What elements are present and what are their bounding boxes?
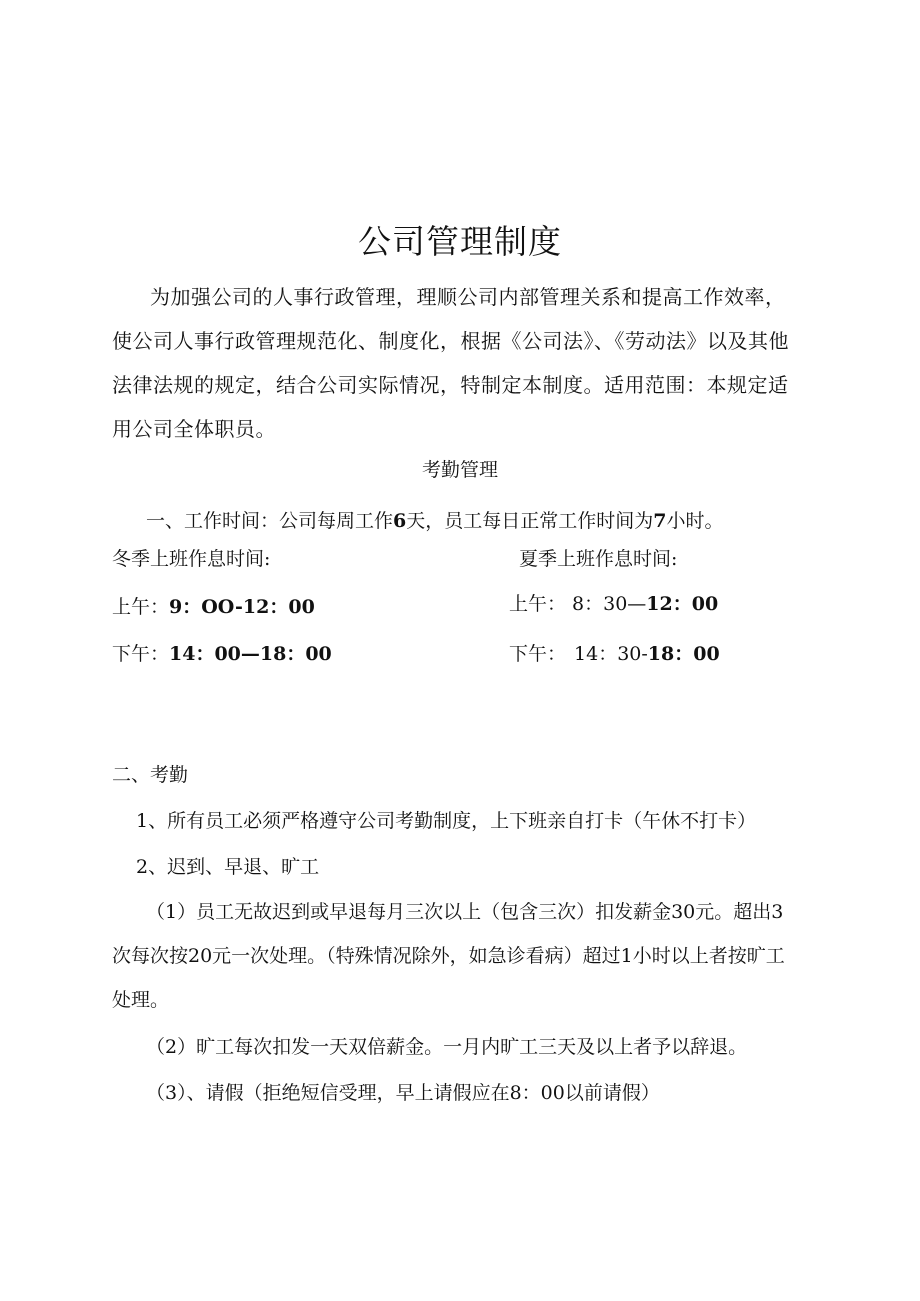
summer-pm-label: 下午： bbox=[509, 643, 567, 665]
summer-am-time-end: 12：00 bbox=[646, 593, 719, 615]
summer-pm-line bbox=[509, 639, 720, 666]
summer-am-label: 上午： bbox=[509, 593, 567, 615]
work-time-suffix: 小时。 bbox=[666, 510, 724, 532]
winter-pm-time: 14：00—18：00 bbox=[169, 643, 332, 665]
winter-schedule-heading: 冬季上班作息时间: bbox=[112, 548, 271, 570]
attendance-rule-3: （3）、请假（拒绝短信受理，早上请假应在8：00以前请假） bbox=[146, 1082, 660, 1104]
attendance-rule-2: （2）旷工每次扣发一天双倍薪金。一月内旷工三天及以上者予以辞退。 bbox=[146, 1036, 748, 1058]
attendance-item-1: 1、所有员工必须严格遵守公司考勤制度，上下班亲自打卡（午休不打卡） bbox=[136, 810, 757, 832]
work-time-prefix: 一、工作时间：公司每周工作 bbox=[146, 510, 394, 532]
work-time-middle: 天，员工每日正常工作时间为 bbox=[406, 510, 654, 532]
attendance-rule-1: （1）员工无故迟到或早退每月三次以上（包含三次）扣发薪金30元。超出3次每次按20元一次处理。（特殊情况除外，如急诊看病）超过1小时以上者按旷工处理。 bbox=[112, 901, 785, 1011]
winter-am-line bbox=[112, 592, 315, 619]
summer-pm-time-start: 14：30- bbox=[574, 643, 648, 665]
document-title: 公司管理制度 bbox=[358, 222, 562, 261]
winter-pm-label: 下午： bbox=[112, 643, 170, 665]
attendance-item-2: 2、迟到、早退、旷工 bbox=[136, 856, 320, 878]
work-time-line bbox=[146, 506, 724, 533]
winter-am-time: 9：OO-12：00 bbox=[169, 596, 315, 618]
summer-pm-time-end: 18：00 bbox=[647, 643, 720, 665]
section-heading: 考勤管理 bbox=[421, 459, 498, 481]
intro-paragraph: 为加强公司的人事行政管理，理顺公司内部管理关系和提高工作效率，使公司人事行政管理规范化、制度化，根据《公司法》、《劳动法》以及其他法律法规的规定，结合公司实际情况，特制定本制度。适用范围：本规定适用公司全体职员。 bbox=[112, 285, 789, 441]
attendance-heading: 二、考勤 bbox=[112, 764, 189, 786]
winter-pm-line bbox=[112, 639, 332, 666]
summer-schedule-heading: 夏季上班作息时间: bbox=[519, 548, 678, 570]
work-days-value: 6 bbox=[393, 510, 407, 532]
winter-am-label: 上午： bbox=[112, 596, 170, 618]
summer-am-time-start: 8：30— bbox=[572, 593, 647, 615]
work-hours-value: 7 bbox=[653, 510, 667, 532]
summer-am-line bbox=[509, 589, 718, 616]
